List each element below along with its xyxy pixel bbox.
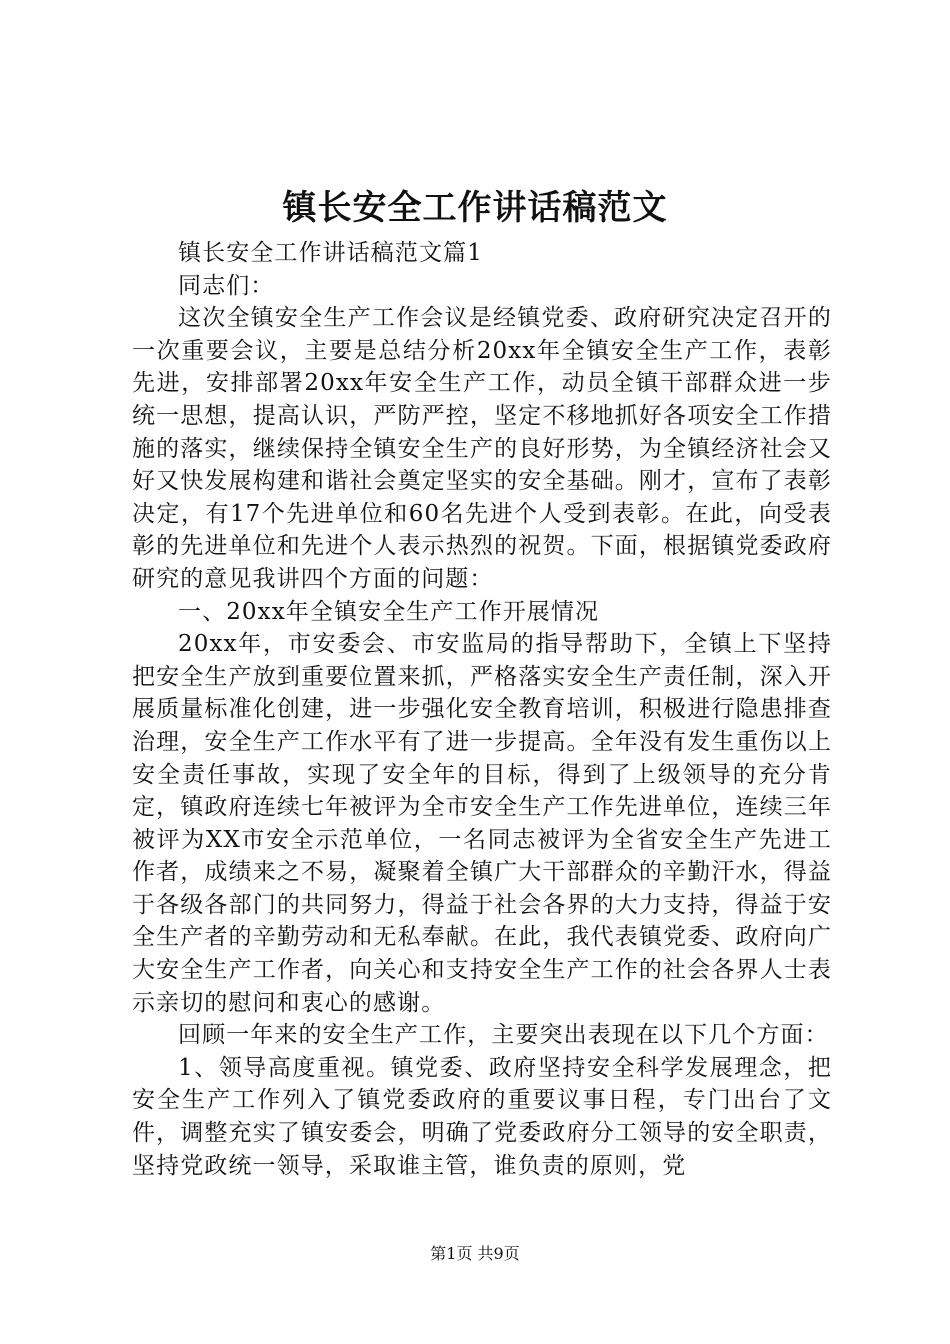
- paragraph-salutation: 同志们：: [178, 272, 275, 299]
- page-footer: 第1页 共9页: [430, 1244, 520, 1263]
- document-body: [132, 237, 832, 1182]
- paragraph-subtitle: 镇长安全工作讲话稿范文篇1: [178, 240, 483, 266]
- paragraph: 这次全镇安全生产工作会议是经镇党委、政府研究决定召开的一次重要会议，主要是总结分析20xx年全镇安全生产工作，表彰先进，安排部署20xx年安全生产工作，动员全镇干部群众进一步统一思想，提高认识，严防严控，坚定不移地抓好各项安全工作措施的落实，继续保持全镇安全生产的良好形势，为全镇经济社会又好又快发展构建和谐社会奠定坚实的安全基础。刚才，宣布了表彰决定，有17个先进单位和60名先进个人受到表彰。在此，向受表彰的先进单位和先进个人表示热烈的祝贺。下面，根据镇党委政府研究的意见我讲四个方面的问题：: [132, 305, 832, 592]
- paragraph: 20xx年，市安委会、市安监局的指导帮助下，全镇上下坚持把安全生产放到重要位置来抓，严格落实安全生产责任制，深入开展质量标准化创建，进一步强化安全教育培训，积极进行隐患排查治理，安全生产工作水平有了进一步提高。全年没有发生重伤以上安全责任事故，实现了安全年的目标，得到了上级领导的充分肯定，镇政府连续七年被评为全市安全生产工作先进单位，连续三年被评为XX市安全示范单位，一名同志被评为全省安全生产先进工作者，成绩来之不易，凝聚着全镇广大干部群众的辛勤汗水，得益于各级各部门的共同努力，得益于社会各界的大力支持，得益于安全生产者的辛勤劳动和无私奉献。在此，我代表镇党委、政府向广大安全生产工作者，向关心和支持安全生产工作的社会各界人士表示亲切的慰问和衷心的感谢。: [132, 631, 832, 1016]
- document-title: 镇长安全工作讲话稿范文: [282, 188, 668, 228]
- paragraph: 1、领导高度重视。镇党委、政府坚持安全科学发展理念，把安全生产工作列入了镇党委政府的重要议事日程，专门出台了文件，调整充实了镇安委会，明确了党委政府分工领导的安全职责，坚持党政统一领导，采取谁主管，谁负责的原则，党: [132, 1054, 832, 1179]
- section-heading: 一、20xx年全镇安全生产工作开展情况: [178, 598, 600, 625]
- paragraph: 回顾一年来的安全生产工作，主要突出表现在以下几个方面：: [178, 1022, 829, 1049]
